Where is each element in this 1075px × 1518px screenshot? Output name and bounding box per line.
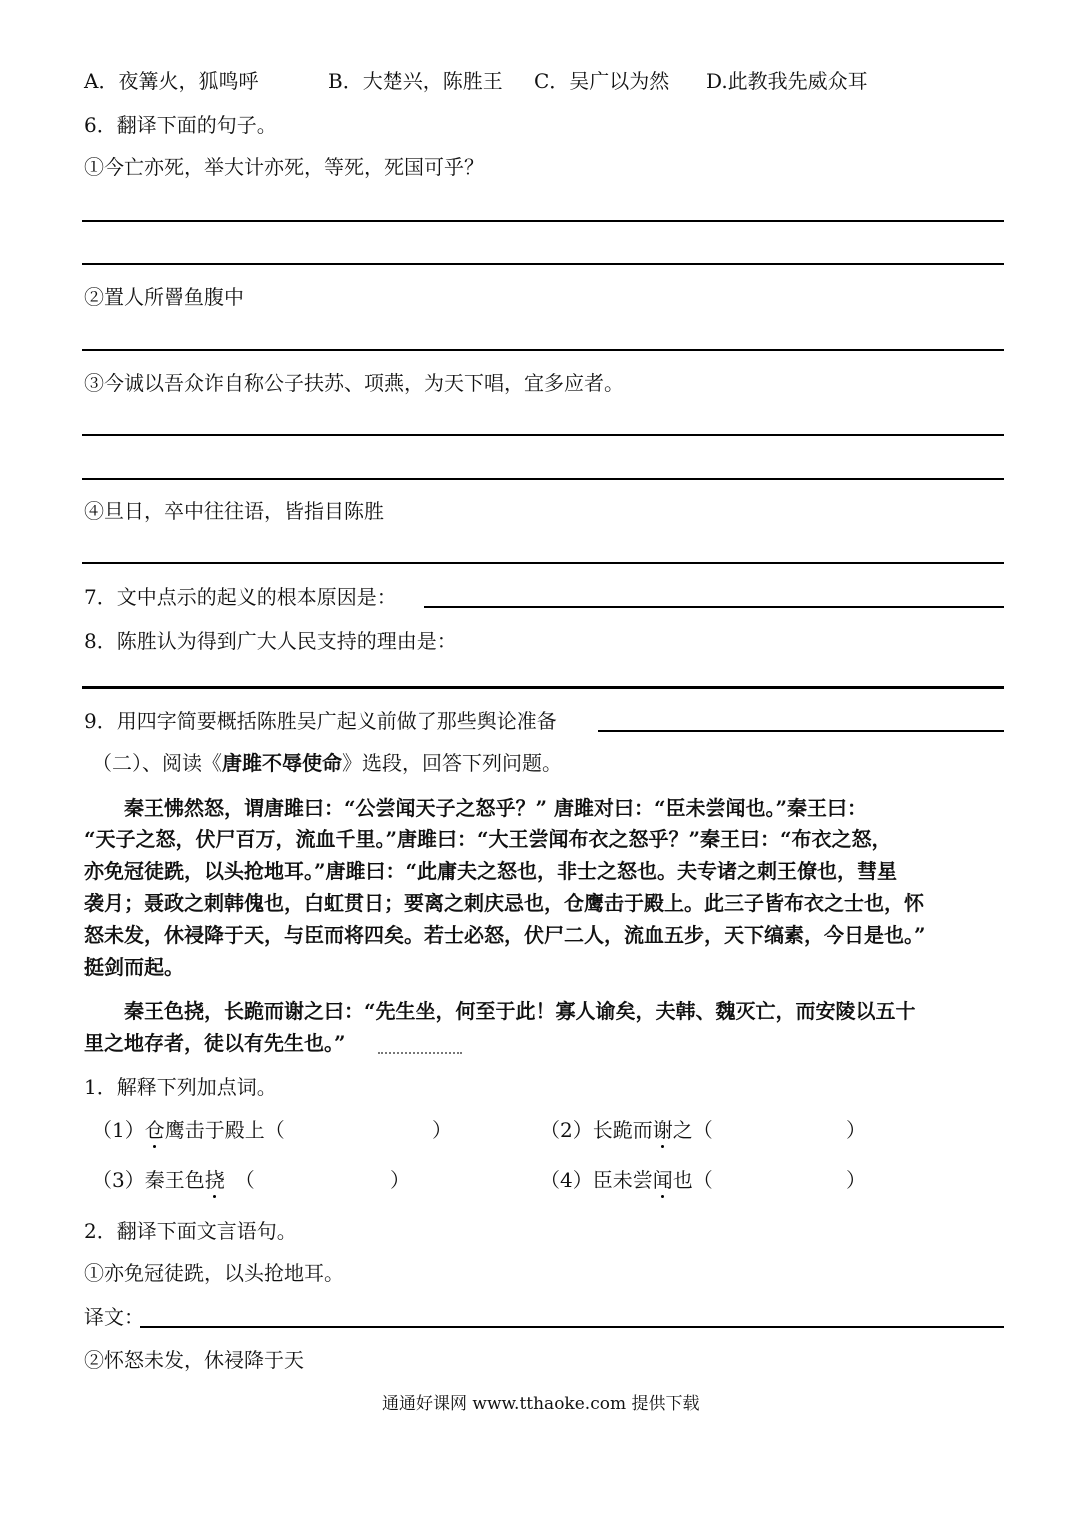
q6-sentence-3: ③今诚以吾众诈自称公子扶苏、项燕，为天下唱，宜多应者。 [84, 371, 624, 395]
vocab-item-3 [92, 1167, 255, 1193]
q6-sentence-4: ④旦日，卒中往往语，皆指目陈胜 [84, 499, 384, 523]
answer-line[interactable] [82, 434, 1004, 436]
passage-title: 唐雎不辱使命 [222, 751, 342, 775]
vocab-blank-close: ） [432, 1118, 452, 1142]
vocab-item-2 [540, 1117, 713, 1143]
passage-line: 秦王怫然怒，谓唐雎曰：“公尝闻天子之怒乎？” 唐雎对曰：“臣未尝闻也。”秦王曰： [124, 796, 867, 820]
q6-prompt: 6．翻译下面的句子。 [84, 113, 277, 137]
q6-sentence-2: ②置人所罾鱼腹中 [84, 285, 244, 309]
answer-line[interactable] [82, 349, 1004, 351]
translation-label: 译文： [84, 1305, 144, 1329]
q7-prompt: 7．文中点示的起义的根本原因是： [84, 585, 397, 609]
vocab-blank-close: ） [390, 1168, 410, 1192]
answer-line[interactable] [82, 263, 1004, 265]
passage-line: 亦免冠徒跣，以头抢地耳。”唐雎曰：“此庸夫之怒也，非士之怒也。夫专诸之刺王僚也，彗星 [84, 859, 898, 883]
q9-prompt: 9．用四字简要概括陈胜吴广起义前做了那些舆论准备 [84, 709, 557, 733]
heading-prefix: （二）、阅读《 [92, 751, 222, 775]
answer-line[interactable] [82, 220, 1004, 222]
dotted-word: 挠 [204, 1168, 225, 1192]
answer-line[interactable] [82, 478, 1004, 480]
vocab-blank-close: ） [846, 1168, 866, 1192]
answer-line[interactable] [82, 686, 1004, 689]
vocab-prompt: 1．解释下列加点词。 [84, 1075, 277, 1099]
footer: 通通好课网 www.tthaoke.com 提供下载 [382, 1394, 700, 1414]
answer-line[interactable] [82, 562, 1004, 564]
dotted-word: 闻 [652, 1168, 673, 1192]
vocab-item-4 [540, 1167, 713, 1193]
dotted-word: 仓 [144, 1118, 165, 1142]
item-text: 之（ [672, 1118, 713, 1142]
passage-line: 挺剑而起。 [84, 955, 184, 979]
vocab-blank-close: ） [846, 1118, 866, 1142]
heading-suffix: 》选段，回答下列问题。 [342, 751, 562, 775]
item-text: （ [224, 1168, 255, 1192]
option-d: D.此教我先威众耳 [706, 69, 868, 93]
item-text: 鹰击于殿上（ [164, 1118, 285, 1142]
translate-sentence-2: ②怀怒未发，休祲降于天 [84, 1348, 304, 1372]
translate-sentence-1: ①亦免冠徒跣，以头抢地耳。 [84, 1261, 344, 1285]
item-text: 秦王色 [144, 1168, 205, 1192]
passage-line: “天子之怒，伏尸百万，流血千里。”唐雎曰：“大王尝闻布衣之怒乎？”秦王曰：“布衣之怒， [84, 827, 892, 851]
translate-prompt: 2．翻译下面文言语句。 [84, 1219, 297, 1243]
option-b: B．大楚兴，陈胜王 [328, 69, 503, 93]
answer-line[interactable] [598, 730, 1004, 732]
item-text: 臣未尝 [592, 1168, 653, 1192]
item-number: （2） [540, 1118, 593, 1142]
item-number: （4） [540, 1168, 593, 1192]
dotted-mark [378, 1052, 462, 1054]
answer-line[interactable] [140, 1326, 1004, 1328]
section2-heading [92, 750, 562, 776]
item-number: （3） [92, 1168, 145, 1192]
option-c: C．吴广以为然 [534, 69, 670, 93]
vocab-item-1 [92, 1117, 285, 1143]
passage-line: 里之地存者，徒以有先生也。” [84, 1031, 346, 1055]
passage-line: 秦王色挠，长跪而谢之曰：“先生坐，何至于此！寡人谕矣，夫韩、魏灭亡，而安陵以五十 [124, 999, 916, 1023]
passage-line: 袭月；聂政之刺韩傀也，白虹贯日；要离之刺庆忌也，仓鹰击于殿上。此三子皆布衣之士也，怀 [84, 891, 924, 915]
option-a: A．夜篝火，狐鸣呼 [84, 69, 259, 93]
q8-prompt: 8．陈胜认为得到广大人民支持的理由是： [84, 629, 457, 653]
passage-line: 怒未发，休祲降于天，与臣而将四矣。若士必怒，伏尸二人，流血五步，天下缟素，今日是也。” [84, 923, 926, 947]
q6-sentence-1: ①今亡亦死，举大计亦死，等死，死国可乎？ [84, 155, 484, 179]
item-text: 也（ [672, 1168, 713, 1192]
dotted-word: 谢 [652, 1118, 673, 1142]
item-number: （1） [92, 1118, 145, 1142]
item-text: 长跪而 [592, 1118, 653, 1142]
answer-line[interactable] [424, 606, 1004, 608]
